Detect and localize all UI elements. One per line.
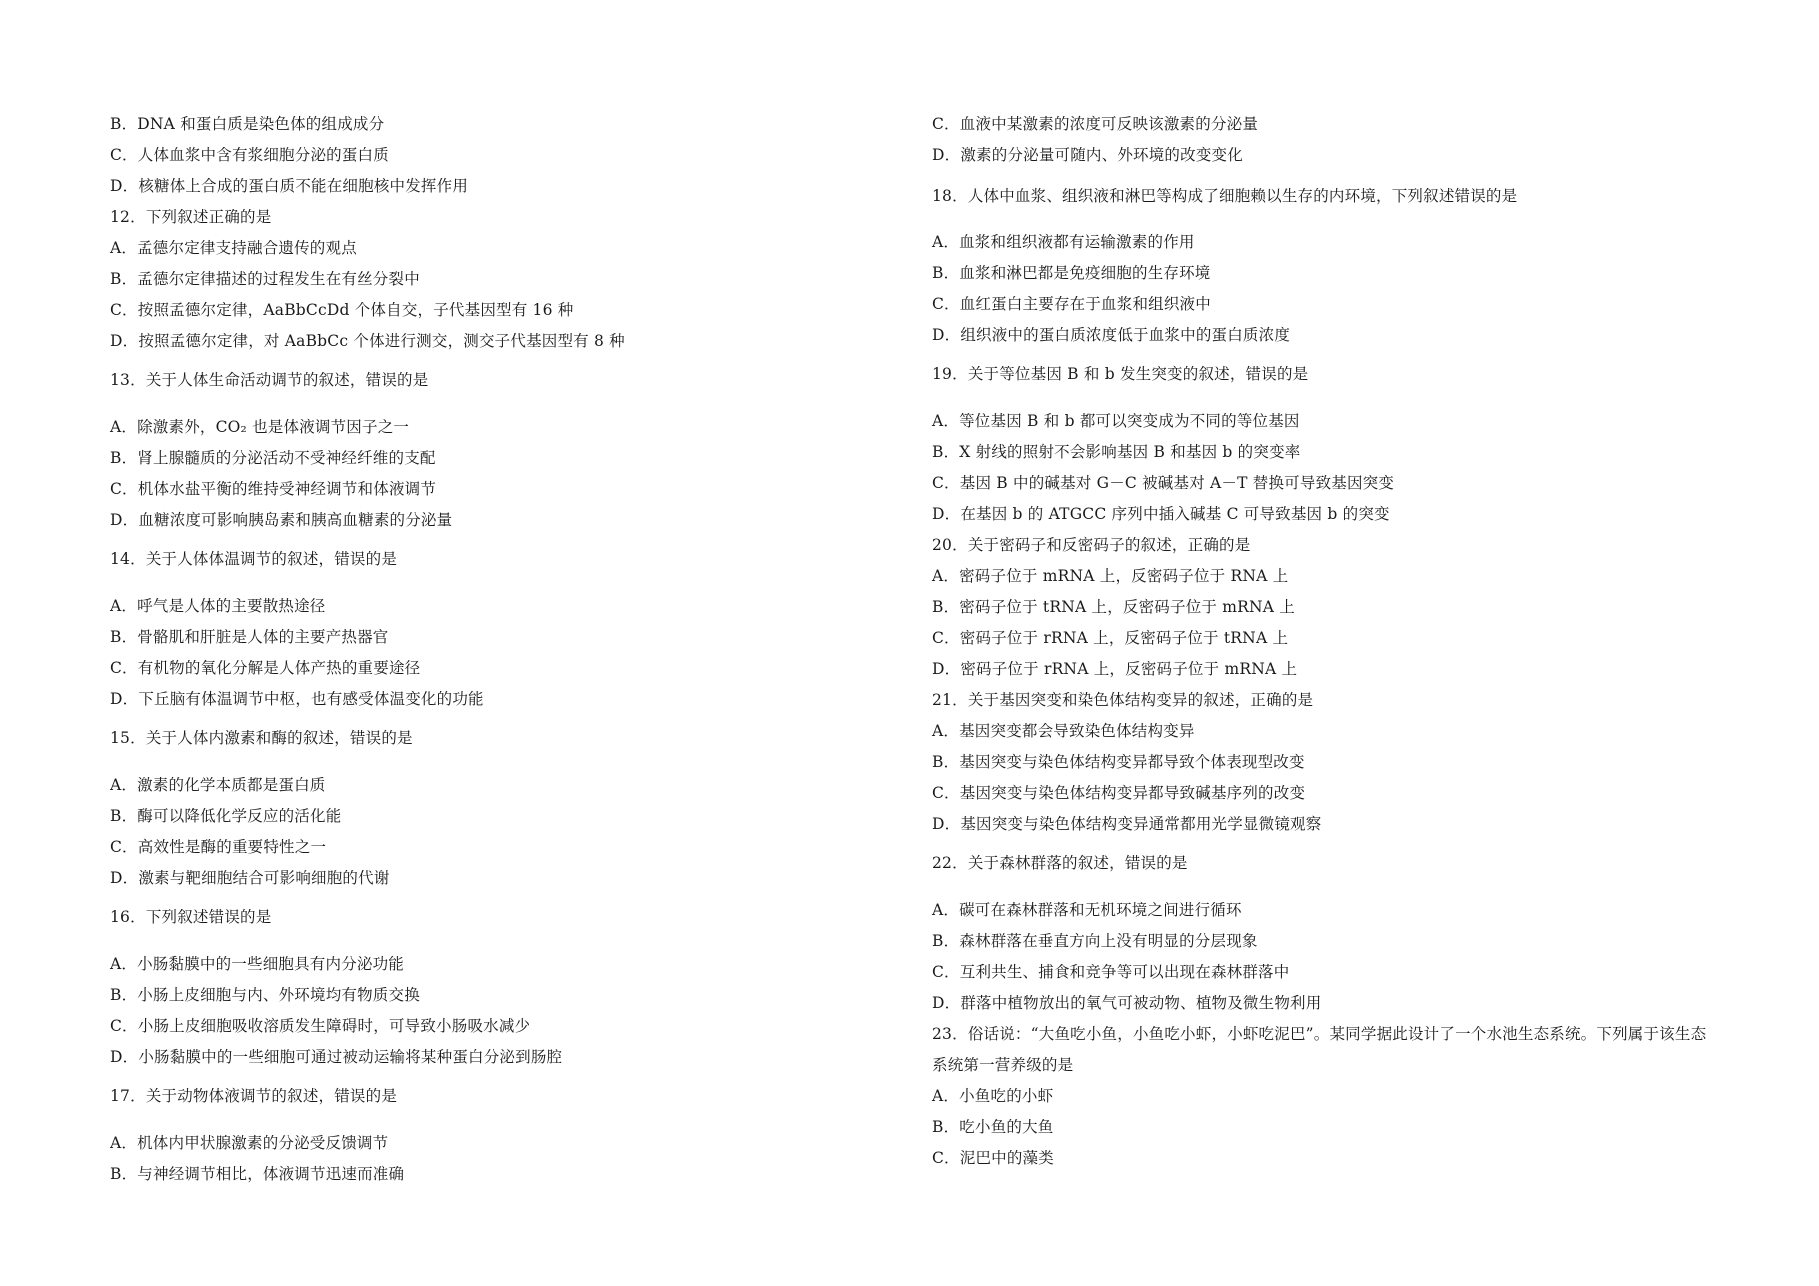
option-11c: C．人体血浆中含有浆细胞分泌的蛋白质: [110, 146, 389, 164]
option-13c: C．机体水盐平衡的维持受神经调节和体液调节: [110, 480, 437, 498]
option-22b: B．森林群落在垂直方向上没有明显的分层现象: [932, 932, 1258, 950]
option-14d: D．下丘脑有体温调节中枢，也有感受体温变化的功能: [110, 690, 484, 708]
option-17b: B．与神经调节相比，体液调节迅速而准确: [110, 1165, 405, 1183]
option-15b: B．酶可以降低化学反应的活化能: [110, 807, 342, 825]
option-14a: A．呼气是人体的主要散热途径: [110, 597, 326, 615]
option-15c: C．高效性是酶的重要特性之一: [110, 838, 327, 856]
option-12b: B．孟德尔定律描述的过程发生在有丝分裂中: [110, 270, 420, 288]
option-23b: B．吃小鱼的大鱼: [932, 1118, 1054, 1136]
option-23c: C．泥巴中的藻类: [932, 1149, 1054, 1167]
option-11b: B．DNA 和蛋白质是染色体的组成成分: [110, 115, 385, 133]
option-19b: B．X 射线的照射不会影响基因 B 和基因 b 的突变率: [932, 443, 1301, 461]
option-16a: A．小肠黏膜中的一些细胞具有内分泌功能: [110, 955, 404, 973]
option-19a: A．等位基因 B 和 b 都可以突变成为不同的等位基因: [932, 412, 1300, 430]
option-16d: D．小肠黏膜中的一些细胞可通过被动运输将某种蛋白分泌到肠腔: [110, 1048, 563, 1066]
option-14b: B．骨骼肌和肝脏是人体的主要产热器官: [110, 628, 389, 646]
option-23a: A．小鱼吃的小虾: [932, 1087, 1054, 1105]
option-18c: C．血红蛋白主要存在于血浆和组织液中: [932, 295, 1211, 313]
option-12a: A．孟德尔定律支持融合遗传的观点: [110, 239, 357, 257]
option-16b: B．小肠上皮细胞与内、外环境均有物质交换: [110, 986, 420, 1004]
option-12c: C．按照孟德尔定律，AaBbCcDd 个体自交，子代基因型有 16 种: [110, 301, 574, 319]
question-21: 21．关于基因突变和染色体结构变异的叙述，正确的是: [932, 691, 1314, 709]
option-22d: D．群落中植物放出的氧气可被动物、植物及微生物利用: [932, 994, 1322, 1012]
question-23-continued: 系统第一营养级的是: [932, 1056, 1074, 1074]
option-17a: A．机体内甲状腺激素的分泌受反馈调节: [110, 1134, 389, 1152]
option-13a: A．除激素外，CO₂ 也是体液调节因子之一: [110, 418, 410, 436]
option-18a: A．血浆和组织液都有运输激素的作用: [932, 233, 1195, 251]
option-18d: D．组织液中的蛋白质浓度低于血浆中的蛋白质浓度: [932, 326, 1291, 344]
question-18: 18．人体中血浆、组织液和淋巴等构成了细胞赖以生存的内环境，下列叙述错误的是: [932, 187, 1518, 205]
question-16: 16．下列叙述错误的是: [110, 908, 272, 926]
question-23: 23．俗话说：“大鱼吃小鱼，小鱼吃小虾，小虾吃泥巴”。某同学据此设计了一个水池生态系统。下列属于该生态: [932, 1025, 1707, 1043]
question-22: 22．关于森林群落的叙述，错误的是: [932, 854, 1188, 872]
question-17: 17．关于动物体液调节的叙述，错误的是: [110, 1087, 398, 1105]
option-17d: D．激素的分泌量可随内、外环境的改变变化: [932, 146, 1243, 164]
option-20c: C．密码子位于 rRNA 上，反密码子位于 tRNA 上: [932, 629, 1289, 647]
option-22c: C．互利共生、捕食和竞争等可以出现在森林群落中: [932, 963, 1290, 981]
option-20b: B．密码子位于 tRNA 上，反密码子位于 mRNA 上: [932, 598, 1295, 616]
option-13d: D．血糖浓度可影响胰岛素和胰高血糖素的分泌量: [110, 511, 453, 529]
option-19d: D．在基因 b 的 ATGCC 序列中插入碱基 C 可导致基因 b 的突变: [932, 505, 1390, 523]
option-18b: B．血浆和淋巴都是免疫细胞的生存环境: [932, 264, 1211, 282]
option-19c: C．基因 B 中的碱基对 G－C 被碱基对 A－T 替换可导致基因突变: [932, 474, 1395, 492]
option-22a: A．碳可在森林群落和无机环境之间进行循环: [932, 901, 1242, 919]
option-13b: B．肾上腺髓质的分泌活动不受神经纤维的支配: [110, 449, 436, 467]
option-14c: C．有机物的氧化分解是人体产热的重要途径: [110, 659, 421, 677]
option-15a: A．激素的化学本质都是蛋白质: [110, 776, 326, 794]
option-21b: B．基因突变与染色体结构变异都导致个体表现型改变: [932, 753, 1305, 771]
question-20: 20．关于密码子和反密码子的叙述，正确的是: [932, 536, 1251, 554]
question-12: 12．下列叙述正确的是: [110, 208, 272, 226]
question-15: 15．关于人体内激素和酶的叙述，错误的是: [110, 729, 413, 747]
option-21d: D．基因突变与染色体结构变异通常都用光学显微镜观察: [932, 815, 1322, 833]
question-14: 14．关于人体体温调节的叙述，错误的是: [110, 550, 398, 568]
option-21a: A．基因突变都会导致染色体结构变异: [932, 722, 1195, 740]
option-15d: D．激素与靶细胞结合可影响细胞的代谢: [110, 869, 390, 887]
option-20a: A．密码子位于 mRNA 上，反密码子位于 RNA 上: [932, 567, 1289, 585]
option-17c: C．血液中某激素的浓度可反映该激素的分泌量: [932, 115, 1259, 133]
question-19: 19．关于等位基因 B 和 b 发生突变的叙述，错误的是: [932, 365, 1309, 383]
option-21c: C．基因突变与染色体结构变异都导致碱基序列的改变: [932, 784, 1306, 802]
question-13: 13．关于人体生命活动调节的叙述，错误的是: [110, 371, 429, 389]
option-16c: C．小肠上皮细胞吸收溶质发生障碍时，可导致小肠吸水减少: [110, 1017, 531, 1035]
option-20d: D．密码子位于 rRNA 上，反密码子位于 mRNA 上: [932, 660, 1298, 678]
option-12d: D．按照孟德尔定律，对 AaBbCc 个体进行测交，测交子代基因型有 8 种: [110, 332, 625, 350]
option-11d: D．核糖体上合成的蛋白质不能在细胞核中发挥作用: [110, 177, 469, 195]
